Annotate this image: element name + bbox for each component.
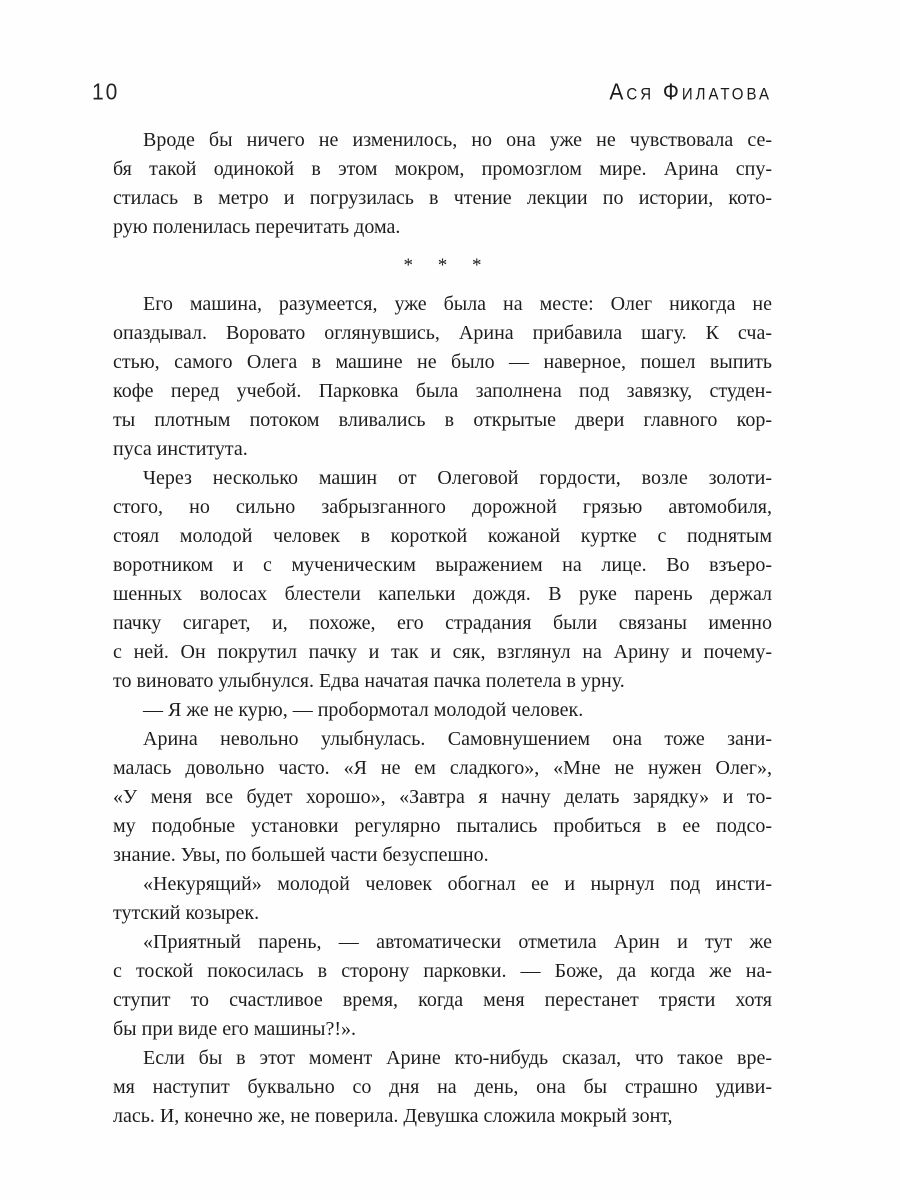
text-line: знание. Увы, по большей части безуспешно. <box>113 844 489 866</box>
text-line: «Приятный парень, — автоматически отметила Арин и тут же <box>143 931 772 953</box>
text-line: стого, но сильно забрызганного дорожной грязью автомобиля, <box>113 496 772 518</box>
text-line: с ней. Он покрутил пачку и так и сяк, взглянул на Арину и почему- <box>113 641 772 663</box>
text-line: пачку сигарет, и, похоже, его страдания были связаны именно <box>113 612 772 634</box>
text-line: «Некурящий» молодой человек обогнал ее и нырнул под инсти- <box>143 873 772 895</box>
text-line: с тоской покосилась в сторону парковки. — Боже, да когда же на- <box>113 960 772 982</box>
paragraph <box>113 1044 772 1131</box>
paragraph <box>113 126 772 242</box>
paragraph <box>113 725 772 870</box>
text-line: малась довольно часто. «Я не ем сладкого», «Мне не нужен Олег», <box>113 757 772 779</box>
paragraph <box>113 870 772 928</box>
text-line: Если бы в этот момент Арине кто-нибудь сказал, что такое вре- <box>143 1047 772 1069</box>
text-line: рую поленилась перечитать дома. <box>113 216 401 238</box>
text-line: воротником и с мученическим выражением на лице. Во взъеро- <box>113 554 772 576</box>
page-number: 10 <box>92 80 120 105</box>
text-line: бы при виде его машины?!». <box>113 1018 356 1040</box>
text-line: Арина невольно улыбнулась. Самовнушением она тоже зани- <box>143 728 772 750</box>
text-line: пуса института. <box>113 438 248 460</box>
text-line: тутский козырек. <box>113 902 260 924</box>
paragraph <box>113 464 772 696</box>
text-line: стью, самого Олега в машине не было — наверное, пошел выпить <box>113 351 772 373</box>
text-line: стоял молодой человек в короткой кожаной куртке с поднятым <box>113 525 772 547</box>
paragraph <box>113 928 772 1044</box>
text-line: кофе перед учебой. Парковка была заполнена под завязку, студен- <box>113 380 772 402</box>
text-line: — Я же не курю, — пробормотал молодой человек. <box>143 699 584 721</box>
paragraph <box>113 290 772 464</box>
paragraph <box>113 696 772 725</box>
text-line: бя такой одинокой в этом мокром, промозглом мире. Арина спу- <box>113 158 772 180</box>
text-line: ступит то счастливое время, когда меня перестанет трясти хотя <box>113 989 772 1011</box>
section-separator: * * * <box>403 255 492 276</box>
text-line: Вроде бы ничего не изменилось, но она уже не чувствовала се- <box>143 129 772 151</box>
text-block <box>113 126 772 1131</box>
text-line: ты плотным потоком вливались в открытые двери главного кор- <box>113 409 772 431</box>
text-line: стилась в метро и погрузилась в чтение лекции по истории, кото- <box>113 187 772 209</box>
author-name: Ася Филатова <box>609 80 772 105</box>
text-line: Его машина, разумеется, уже была на месте: Олег никогда не <box>143 293 772 315</box>
text-line: Через несколько машин от Олеговой гордости, возле золоти- <box>143 467 772 489</box>
text-line: му подобные установки регулярно пытались пробиться в ее подсо- <box>113 815 772 837</box>
text-line: шенных волосах блестели капельки дождя. В руке парень держал <box>113 583 772 605</box>
text-line: то виновато улыбнулся. Едва начатая пачка полетела в урну. <box>113 670 625 692</box>
text-line: «У меня все будет хорошо», «Завтра я начну делать зарядку» и то- <box>113 786 772 808</box>
text-line: мя наступит буквально со дня на день, она бы страшно удиви- <box>113 1076 772 1098</box>
text-line: лась. И, конечно же, не поверила. Девушка сложила мокрый зонт, <box>113 1105 673 1127</box>
running-header <box>92 82 772 106</box>
text-line: опаздывал. Воровато оглянувшись, Арина прибавила шагу. К сча- <box>113 322 772 344</box>
